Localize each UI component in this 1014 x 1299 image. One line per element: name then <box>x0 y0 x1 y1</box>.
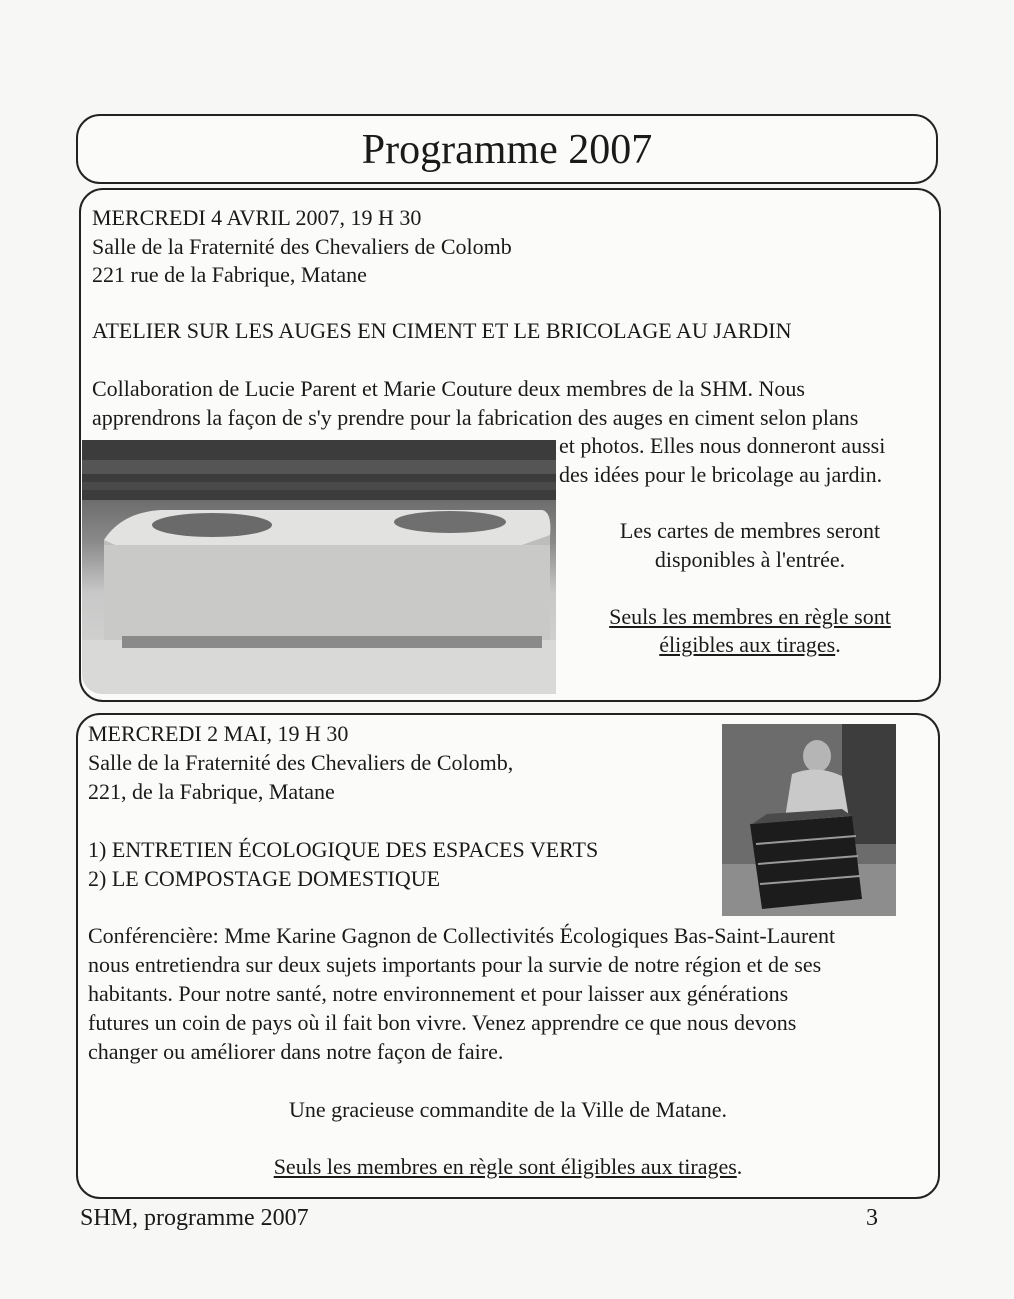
event-april-desc-line-1: Collaboration de Lucie Parent et Marie Couture deux membres de la SHM. Nous <box>92 376 805 401</box>
event-april-eligibility-line-1: Seuls les membres en règle sont <box>609 604 891 629</box>
compost-bin-illustration <box>722 724 896 916</box>
event-may-date: MERCREDI 2 MAI, 19 H 30 <box>88 721 349 746</box>
event-april-venue: Salle de la Fraternité des Chevaliers de Colomb <box>92 234 512 259</box>
event-april-address: 221 rue de la Fabrique, Matane <box>92 262 367 287</box>
event-may-desc-line-2: nous entretiendra sur deux sujets importants pour la survie de notre région et de ses <box>88 952 822 977</box>
title-box <box>76 114 938 184</box>
event-april-topic: ATELIER SUR LES AUGES EN CIMENT ET LE BRICOLAGE AU JARDIN <box>92 318 792 343</box>
event-may-desc-line-1: Conférencière: Mme Karine Gagnon de Collectivités Écologiques Bas-Saint-Laurent <box>88 923 836 948</box>
event-april-date: MERCREDI 4 AVRIL 2007, 19 H 30 <box>92 205 422 230</box>
compost-bin-photo <box>722 724 896 916</box>
event-may-eligibility: Seuls les membres en règle sont éligibles aux tirages. <box>273 1154 743 1179</box>
footer-publication: SHM, programme 2007 <box>80 1205 309 1231</box>
event-may-address: 221, de la Fabrique, Matane <box>88 779 335 804</box>
event-april-cards-line-1: Les cartes de membres seront <box>619 518 881 543</box>
event-may-topic-2: 2) LE COMPOSTAGE DOMESTIQUE <box>88 866 441 891</box>
event-may-sponsor: Une gracieuse commandite de la Ville de Matane. <box>288 1097 728 1122</box>
event-april-eligibility-line-2: éligibles aux tirages. <box>659 632 841 657</box>
event-may-desc-line-5: changer ou améliorer dans notre façon de faire. <box>88 1039 504 1064</box>
event-april-desc-line-4: des idées pour le bricolage au jardin. <box>559 462 883 487</box>
cement-trough-photo <box>82 440 556 694</box>
event-april-cards-line-2: disponibles à l'entrée. <box>654 547 846 572</box>
event-may-venue: Salle de la Fraternité des Chevaliers de Colomb, <box>88 750 514 775</box>
event-may-topic-1: 1) ENTRETIEN ÉCOLOGIQUE DES ESPACES VERTS <box>88 837 599 862</box>
page-title: Programme 2007 <box>361 127 653 173</box>
event-may-desc-line-3: habitants. Pour notre santé, notre environnement et pour laisser aux générations <box>88 981 789 1006</box>
event-may-desc-line-4: futures un coin de pays où il fait bon vivre. Venez apprendre ce que nous devons <box>88 1010 797 1035</box>
event-april-desc-line-2: apprendrons la façon de s'y prendre pour la fabrication des auges en ciment selon plans <box>92 405 859 430</box>
footer-page-number: 3 <box>866 1205 878 1231</box>
cement-trough-illustration <box>82 440 556 694</box>
event-april-desc-line-3: et photos. Elles nous donneront aussi <box>559 433 886 458</box>
